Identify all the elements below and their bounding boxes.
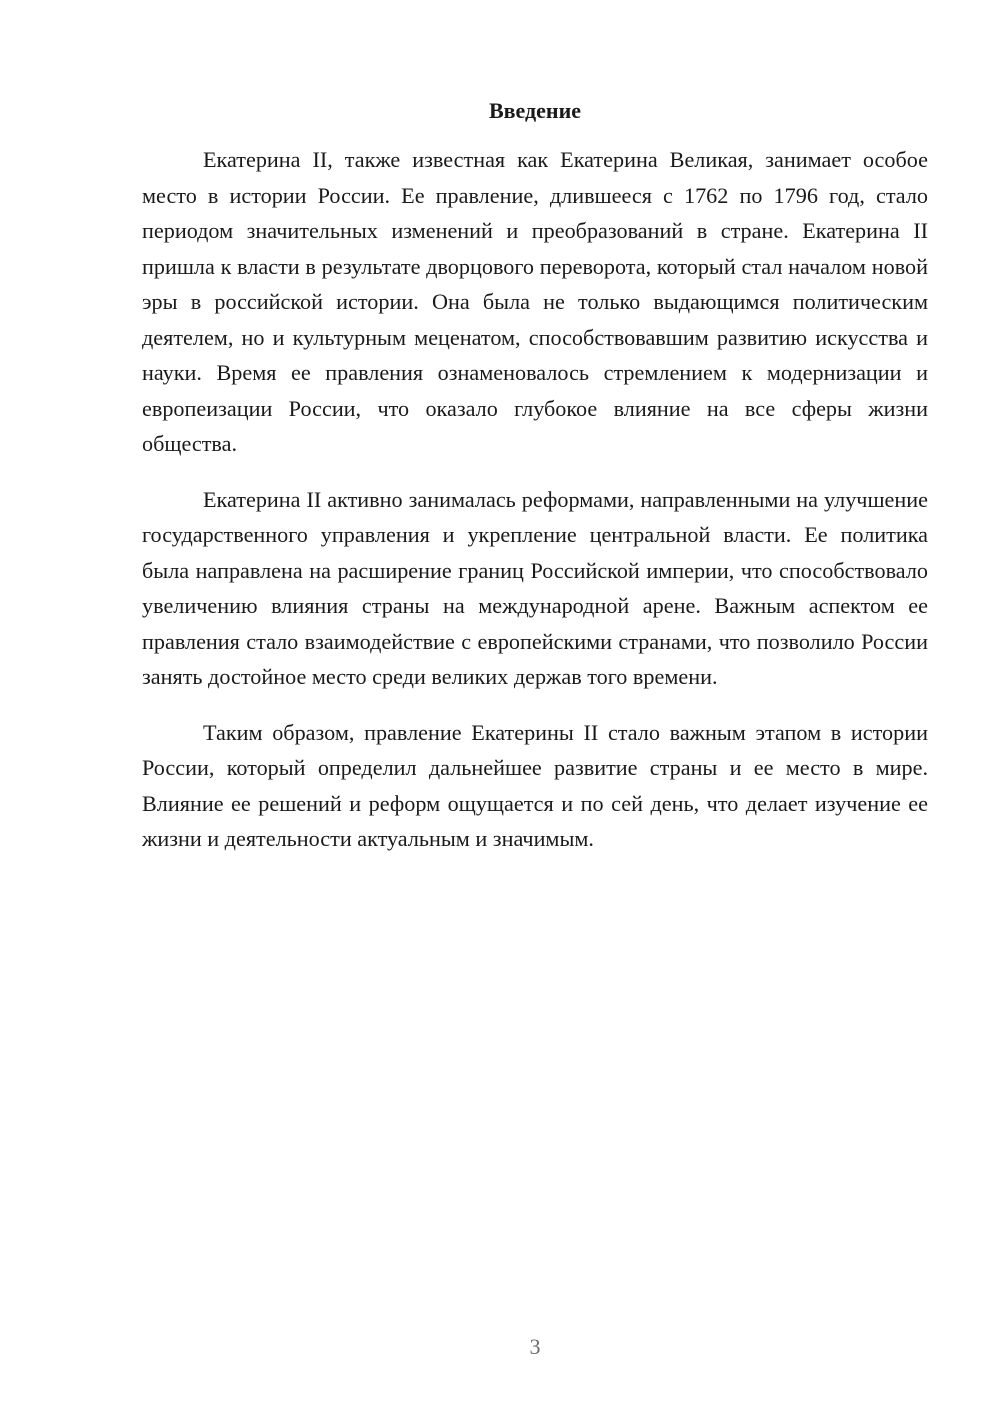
paragraph-2: Екатерина II активно занималась реформами, направленными на улучшение государственного управления и укрепление центральной власти. Ее политика была направлена на расширение границ Российской империи, что способствовало увеличению влияния страны на международной арене. Важным аспектом ее правления стало взаимодействие с европейскими странами, что позволило России занять достойное место среди великих держав того времени. xyxy=(142,486,928,689)
page-title: Введение xyxy=(488,98,582,123)
page-number: 3 xyxy=(529,1334,541,1359)
paragraph-1: Екатерина II, также известная как Екатерина Великая, занимает особое место в истории России. Ее правление, длившееся с 1762 по 1796 год, стало периодом значительных изменений и преобразований в стране. Екатерина II пришла к власти в результате дворцового переворота, который стал началом новой эры в российской истории. Она была не только выдающимся политическим деятелем, но и культурным меценатом, способствовавшим развитию искусства и науки. Время ее правления ознаменовалось стремлением к модернизации и европеизации России, что оказало глубокое влияние на все сферы жизни общества. xyxy=(142,147,928,456)
body-text xyxy=(142,142,928,877)
paragraph-3: Таким образом, правление Екатерины II стало важным этапом в истории России, который определил дальнейшее развитие страны и ее место в мире. Влияние ее решений и реформ ощущается и по сей день, что делает изучение ее жизни и деятельности актуальным и значимым. xyxy=(142,719,928,851)
